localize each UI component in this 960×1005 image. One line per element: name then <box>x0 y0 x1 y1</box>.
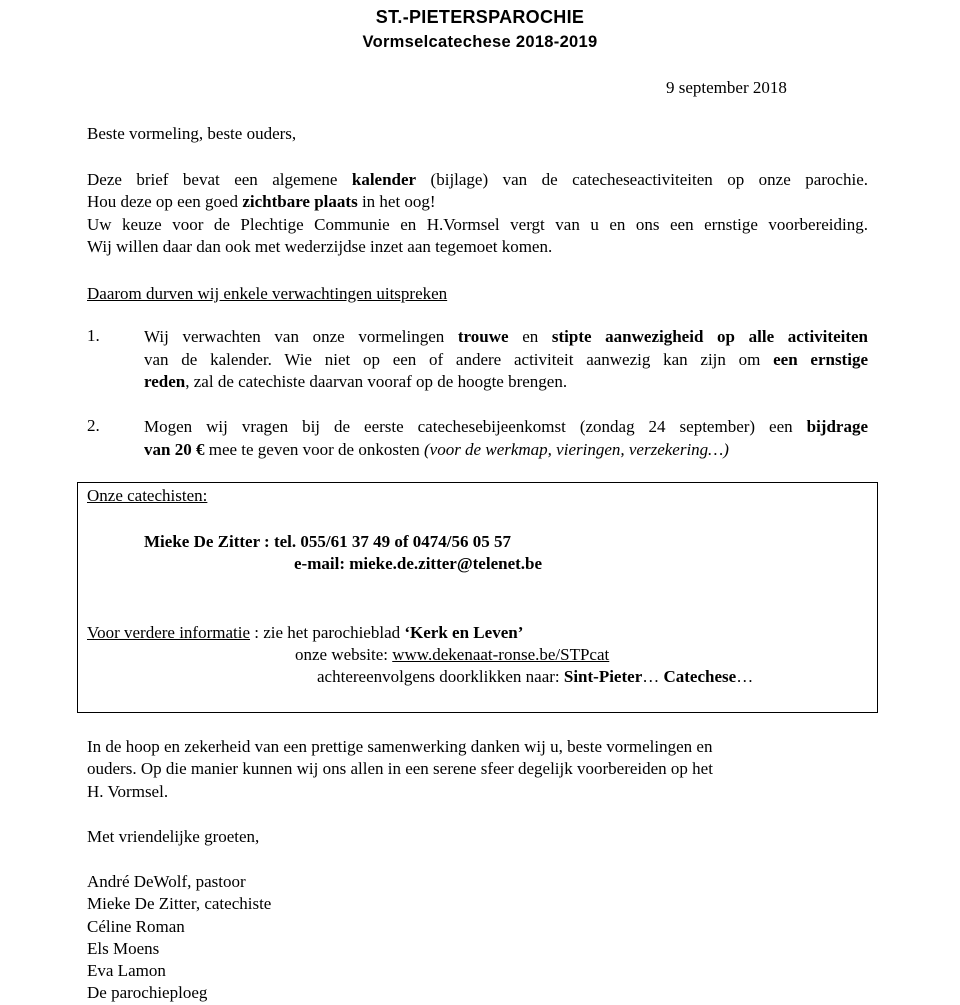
info-label: Voor verdere informatie <box>87 623 251 642</box>
signature-3: Céline Roman <box>87 917 185 936</box>
parish-title: ST.-PIETERSPAROCHIE <box>375 7 585 27</box>
info-line-3: achtereenvolgens doorklikken naar: Sint-Pieter… Catechese… <box>317 667 754 686</box>
item-2-number: 2. <box>87 416 100 435</box>
signature-2: Mieke De Zitter, catechiste <box>87 894 272 913</box>
catechist-email: e-mail: mieke.de.zitter@telenet.be <box>294 554 543 573</box>
signature-4: Els Moens <box>87 939 160 958</box>
item-1-text <box>144 326 868 394</box>
intro-line-2: Hou deze op een goed zichtbare plaats in het oog! <box>87 192 436 211</box>
item-2-line-2: van 20 € mee te geven voor de onkosten (voor de werkmap, vieringen, verzekering…) <box>144 439 729 459</box>
closing-line-1: In de hoop en zekerheid van een prettige samenwerking danken wij u, beste vormelingen en <box>87 737 713 756</box>
signature-1: André DeWolf, pastoor <box>87 872 246 891</box>
closing-line-2: ouders. Op die manier kunnen wij ons allen in een serene sfeer degelijk voorbereiden op het <box>87 759 713 778</box>
greeting: Met vriendelijke groeten, <box>87 827 260 846</box>
website-link[interactable]: www.dekenaat-ronse.be/STPcat <box>392 645 610 664</box>
intro-line-4: Wij willen daar dan ook met wederzijdse inzet aan tegemoet komen. <box>87 237 553 256</box>
salutation: Beste vormeling, beste ouders, <box>87 124 297 143</box>
info-line-2: onze website: www.dekenaat-ronse.be/STPcat <box>295 645 610 664</box>
item-2-line-1: Mogen wij vragen bij de eerste catechesebijeenkomst (zondag 24 september) een bijdrage <box>144 417 868 436</box>
item-1-number: 1. <box>87 326 100 345</box>
catechists-heading: Onze catechisten: <box>87 486 208 505</box>
intro-line-3: Uw keuze voor de Plechtige Communie en H.Vormsel vergt van u en ons een ernstige voorbereiding. <box>87 215 868 234</box>
program-subtitle: Vormselcatechese 2018-2019 <box>362 33 598 51</box>
intro-line-1: Deze brief bevat een algemene kalender (bijlage) van de catecheseactiviteiten op onze parochie. <box>87 170 868 189</box>
info-line-1: Voor verdere informatie : zie het parochieblad ‘Kerk en Leven’ <box>87 623 524 642</box>
closing-line-3: H. Vormsel. <box>87 782 169 801</box>
item-1-line-3: reden, zal de catechiste daarvan vooraf op de hoogte brengen. <box>144 372 568 391</box>
item-2-text <box>144 416 868 461</box>
item-1-line-1: Wij verwachten van onze vormelingen trouwe en stipte aanwezigheid op alle activiteiten <box>144 327 868 346</box>
signature-6: De parochieploeg <box>87 983 208 1002</box>
signature-5: Eva Lamon <box>87 961 166 980</box>
letter-date: 9 september 2018 <box>666 78 787 97</box>
item-1-line-2: van de kalender. Wie niet op een of andere activiteit aanwezig kan zijn om een ernstige <box>144 349 868 369</box>
catechist-contact: Mieke De Zitter : tel. 055/61 37 49 of 0474/56 05 57 <box>144 532 512 551</box>
expectations-heading: Daarom durven wij enkele verwachtingen uitspreken <box>87 284 448 303</box>
